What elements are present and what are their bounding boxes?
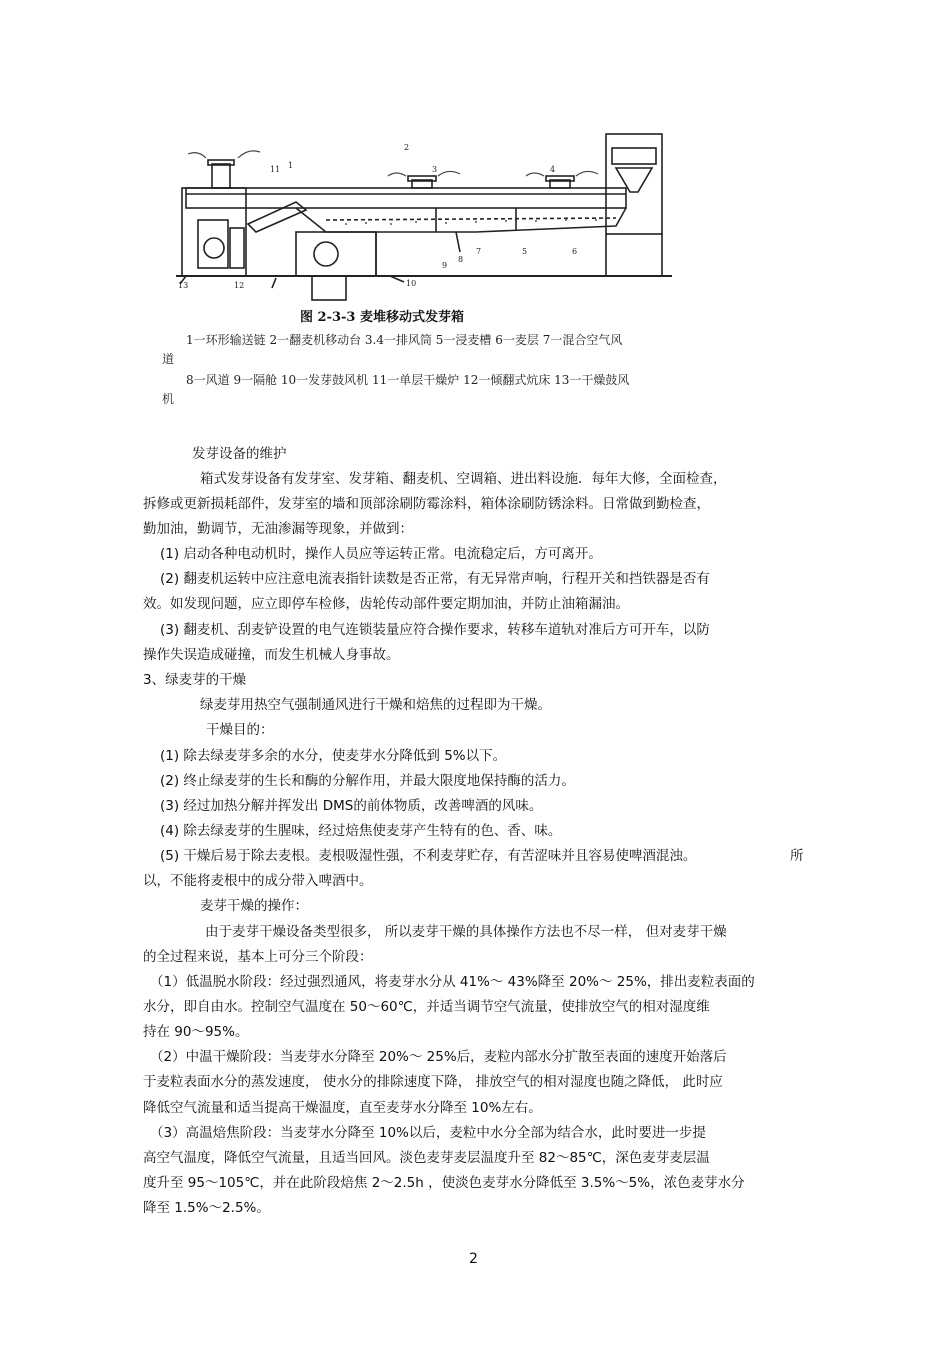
body-line: （1）低温脱水阶段：经过强烈通风，将麦芽水分从 41%～ 43%降至 20%～ 25%，排出麦粒表面的 (150, 974, 755, 990)
callout-5: 5 (522, 247, 528, 256)
body-line: 所 (790, 848, 804, 864)
body-line: (2) 终止绿麦芽的生长和酶的分解作用，并最大限度地保持酶的活力。 (160, 773, 575, 789)
body-line: 降至 1.5%～2.5%。 (143, 1200, 270, 1216)
body-line: 水分，即自由水。控制空气温度在 50～60℃，并适当调节空气流量，使排放空气的相对湿度维 (143, 999, 710, 1015)
body-line: (2) 翻麦机运转中应注意电流表指针读数是否正常，有无异常声响，行程开关和挡铁器是否有 (160, 571, 710, 587)
body-line: 以，不能将麦根中的成分带入啤酒中。 (143, 873, 373, 889)
callout-11: 11 (270, 165, 281, 174)
body-line: 绿麦芽用热空气强制通风进行干燥和焙焦的过程即为干燥。 (200, 697, 551, 713)
body-line: (3) 翻麦机、刮麦铲设置的电气连锁装量应符合操作要求，转移车道轨对准后方可开车，以防 (160, 622, 710, 638)
body-line: (1) 启动各种电动机时，操作人员应等运转正常。电流稳定后，方可离开。 (160, 546, 602, 562)
callout-2: 2 (404, 143, 410, 152)
callout-6: 6 (572, 247, 578, 256)
body-line: 箱式发芽设备有发芽室、发芽箱、翻麦机、空调箱、进出料设施．每年大修，全面检查， (200, 471, 727, 487)
figure-legend-line-2: 道 (162, 352, 175, 366)
callout-9: 9 (442, 261, 448, 270)
body-line: 降低空气流量和适当提高干燥温度，直至麦芽水分降至 10%左右。 (143, 1100, 542, 1116)
body-line: 度升至 95～105℃，并在此阶段焙焦 2～2.5h ，使淡色麦芽水分降低至 3.5%～5%，浓色麦芽水分 (143, 1175, 745, 1191)
callout-3: 3 (432, 165, 438, 174)
callout-13: 13 (178, 281, 189, 290)
page-number: 2 (469, 1251, 478, 1267)
body-line: 由于麦芽干燥设备类型很多， 所以麦芽干燥的具体操作方法也不尽一样， 但对麦芽干燥 (205, 924, 727, 940)
body-line: （3）高温焙焦阶段：当麦芽水分降至 10%以后，麦粒中水分全部为结合水，此时要进一步提 (150, 1125, 706, 1141)
body-line: 高空气温度，降低空气流量，且适当回风。淡色麦芽麦层温度升至 82～85℃，深色麦芽麦层温 (143, 1150, 710, 1166)
heading-maintenance: 发芽设备的维护 (192, 446, 287, 462)
body-line: (5) 干燥后易于除去麦根。麦根吸湿性强，不利麦芽贮存，有苦涩味并且容易使啤酒混浊。 (160, 848, 697, 864)
section-heading-drying: 3、绿麦芽的干燥 (143, 672, 247, 688)
body-line: 效。如发现问题，应立即停车检修，齿轮传动部件要定期加油，并防止油箱漏油。 (143, 596, 629, 612)
body-line: 持在 90～95%。 (143, 1024, 249, 1040)
body-line: （2）中温干燥阶段：当麦芽水分降至 20%～ 25%后，麦粒内部水分扩散至表面的速度开始落后 (150, 1049, 727, 1065)
figure-title: 图 2-3-3 麦堆移动式发芽箱 (300, 310, 464, 325)
figure-legend-line-4: 机 (162, 392, 175, 406)
figure-legend-line-1: 1一环形输送链 2一翻麦机移动台 3.4一排风筒 5一浸麦槽 6一麦层 7一混合空气风 (186, 333, 623, 347)
subheading-drying-operation: 麦芽干燥的操作： (200, 898, 308, 914)
body-line: (3) 经过加热分解并挥发出 DMS的前体物质，改善啤酒的风味。 (160, 798, 543, 814)
germination-box-diagram (176, 128, 672, 306)
subheading-drying-purpose: 干燥目的： (206, 722, 274, 738)
callout-4: 4 (550, 165, 556, 174)
callout-1: 1 (288, 161, 294, 170)
body-line: 操作失误造成碰撞，而发生机械人身事故。 (143, 647, 400, 663)
body-line: (1) 除去绿麦芽多余的水分，使麦芽水分降低到 5%以下。 (160, 748, 507, 764)
figure-legend-line-3: 8一风道 9一隔舱 10一发芽鼓风机 11一单层干燥炉 12一倾翻式炕床 13一干燥鼓风 (186, 373, 630, 387)
callout-10: 10 (406, 279, 417, 288)
body-line: 的全过程来说，基本上可分三个阶段： (143, 949, 373, 965)
body-line: 于麦粒表面水分的蒸发速度， 使水分的排除速度下降， 排放空气的相对湿度也随之降低， 此时应 (143, 1074, 723, 1090)
body-line: 勤加油，勤调节，无油渗漏等现象，并做到： (143, 521, 413, 537)
callout-8: 8 (458, 255, 464, 264)
body-line: (4) 除去绿麦芽的生腥味，经过焙焦使麦芽产生特有的色、香、味。 (160, 823, 562, 839)
callout-12: 12 (234, 281, 245, 290)
body-line: 拆修或更新损耗部件，发芽室的墙和顶部涂刷防霉涂料，箱体涂刷防锈涂料。日常做到勤检查， (143, 496, 710, 512)
callout-7: 7 (476, 247, 482, 256)
